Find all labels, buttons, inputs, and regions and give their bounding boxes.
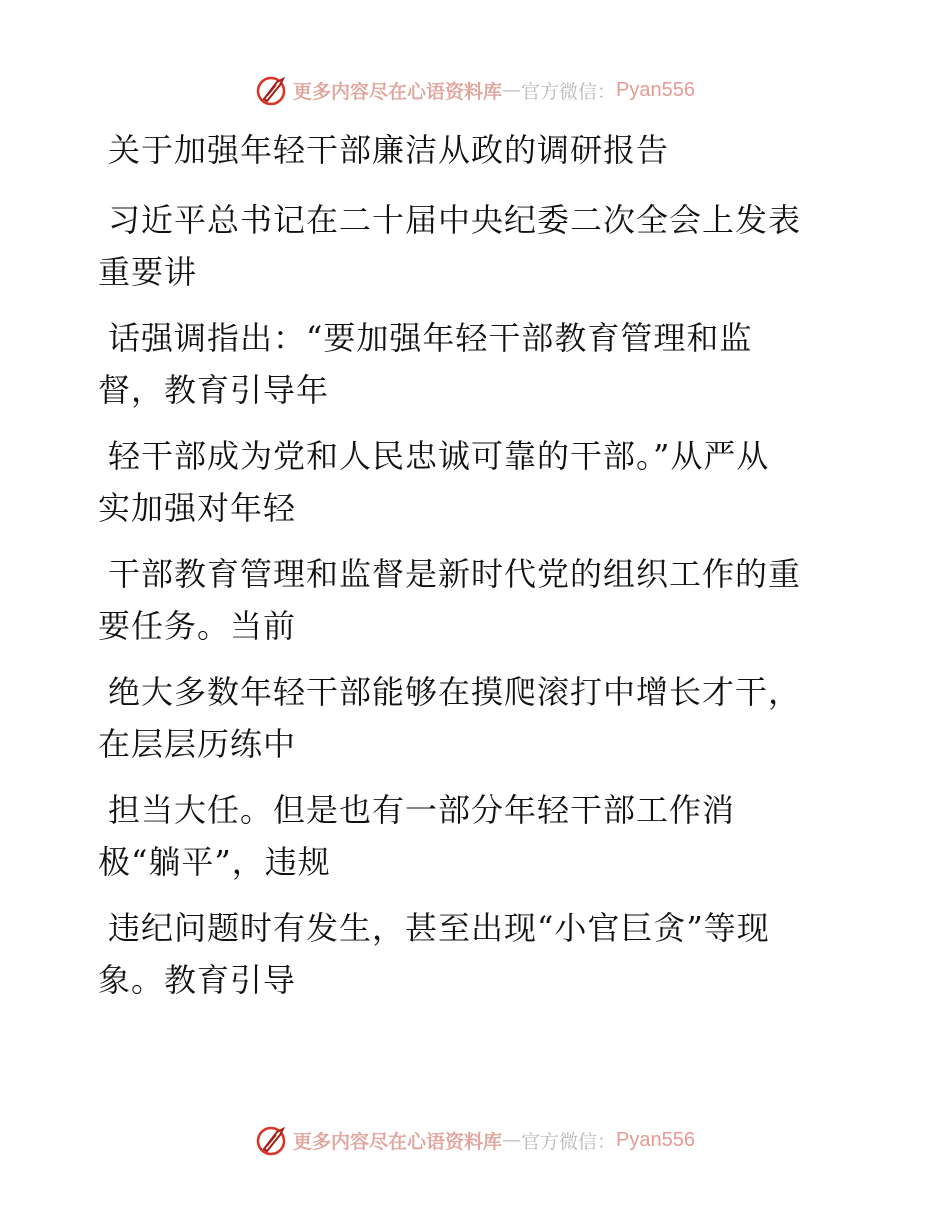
watermark-text: 更多内容尽在心语资料库 [293, 80, 503, 103]
text-line: 重要讲 [98, 253, 198, 291]
pen-nib-circle-icon [255, 73, 289, 107]
watermark-id: Pyan556 [616, 78, 695, 101]
watermark-label: 官方微信： [521, 80, 617, 103]
watermark-banner-top [0, 70, 950, 110]
text-line: 轻干部成为党和人民忠诚可靠的干部。”从严从 [108, 437, 770, 475]
text-line: 在层层历练中 [98, 725, 297, 763]
text-line: 话强调指出：“要加强年轻干部教育管理和监 [108, 319, 753, 357]
text-line: 担当大任。但是也有一部分年轻干部工作消 [108, 791, 736, 829]
document-title: 关于加强年轻干部廉洁从政的调研报告 [108, 131, 670, 169]
pen-nib-circle-icon [255, 1123, 289, 1157]
watermark-text: 更多内容尽在心语资料库 [293, 1130, 503, 1153]
text-line: 极“躺平”，违规 [98, 843, 331, 881]
text-line: 督，教育引导年 [98, 371, 330, 409]
text-line: 绝大多数年轻干部能够在摸爬滚打中增长才干， [108, 673, 802, 711]
text-line: 象。教育引导 [98, 961, 297, 999]
text-line: 违纪问题时有发生，甚至出现“小官巨贪”等现 [108, 909, 770, 947]
text-line: 习近平总书记在二十届中央纪委二次全会上发表 [108, 201, 802, 239]
watermark-label: 官方微信： [521, 1130, 617, 1153]
text-line: 要任务。当前 [98, 607, 297, 645]
text-line: 实加强对年轻 [98, 489, 297, 527]
watermark-dash: — [502, 79, 522, 101]
watermark-banner-bottom [0, 1120, 950, 1160]
text-line: 干部教育管理和监督是新时代党的组织工作的重 [108, 555, 802, 593]
document-body [98, 124, 838, 1006]
watermark-id: Pyan556 [616, 1128, 695, 1151]
watermark-dash: — [502, 1129, 522, 1151]
